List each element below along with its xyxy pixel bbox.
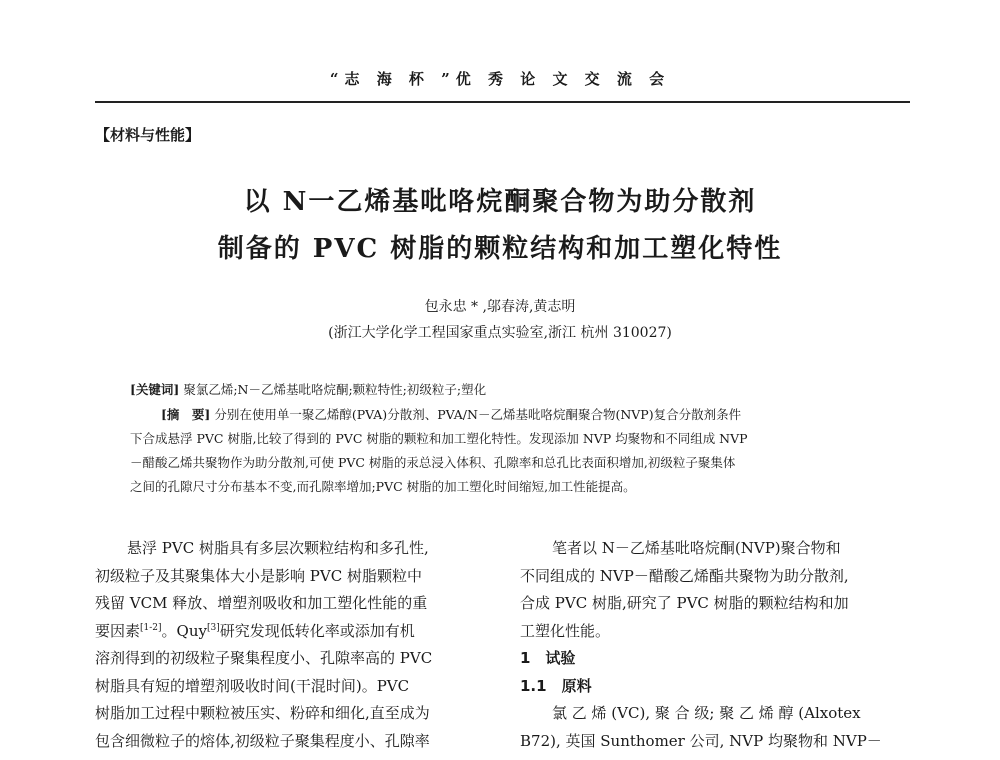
body-line: 笔者以 N－乙烯基吡咯烷酮(NVP)聚合物和 xyxy=(552,539,841,557)
body-line: 树脂具有短的增塑剂吸收时间(干混时间)。PVC xyxy=(95,676,410,695)
body-line: 初级粒子及其聚集体大小是影响 PVC 树脂颗粒中 xyxy=(95,566,422,585)
body-line: 悬浮 PVC 树脂具有多层次颗粒结构和多孔性, xyxy=(127,539,429,557)
title-line-1: 以 N一乙烯基吡咯烷酮聚合物为助分散剂 xyxy=(243,187,757,217)
body-line: 不同组成的 NVP－醋酸乙烯酯共聚物为助分散剂, xyxy=(520,566,849,585)
body-text: 要因素 xyxy=(95,621,141,640)
authors: 包永忠 * ,邬春涛,黄志明 xyxy=(424,299,576,315)
body-text: 研究发现低转化率或添加有机 xyxy=(219,621,415,640)
header-rule xyxy=(95,101,910,103)
abstract xyxy=(130,403,900,499)
affiliation: (浙江大学化学工程国家重点实验室,浙江 杭州 310027) xyxy=(328,325,672,341)
abstract-line: 下合成悬浮 PVC 树脂,比较了得到的 PVC 树脂的颗粒和加工塑化特性。发现添加 NVP 均聚物和不同组成 NVP xyxy=(130,431,748,446)
section-tag: 【材料与性能】 xyxy=(95,126,201,144)
abstract-label: [摘 要] xyxy=(161,407,211,422)
abstract-line: 之间的孔隙尺寸分布基本不变,而孔隙率增加;PVC 树脂的加工塑化时间缩短,加工性能提高。 xyxy=(130,479,636,494)
body-line: 工塑化性能。 xyxy=(520,621,611,640)
section-heading: 1 试验 xyxy=(520,649,576,667)
body-line: 残留 VCM 释放、增塑剂吸收和加工塑化性能的重 xyxy=(95,594,428,612)
citation-ref: [3] xyxy=(206,622,220,633)
keywords-label: [关键词] xyxy=(130,382,180,397)
body-line: 氯 乙 烯 (VC), 聚 合 级; 聚 乙 烯 醇 (Alxotex xyxy=(552,704,861,722)
body-column-right xyxy=(520,535,920,755)
body-column-left xyxy=(95,535,495,755)
abstract-text: 分别在使用单一聚乙烯醇(PVA)分散剂、PVA/N－乙烯基吡咯烷酮聚合物(NVP)复合分散剂条件 xyxy=(210,407,742,422)
abstract-line xyxy=(130,403,900,427)
subsection-heading: 1.1 原料 xyxy=(520,676,592,695)
body-line: 树脂加工过程中颗粒被压实、粉碎和细化,直至成为 xyxy=(95,704,430,722)
body-line: B72), 英国 Sunthomer 公司, NVP 均聚物和 NVP－ xyxy=(520,731,882,750)
keywords-text: 聚氯乙烯;N－乙烯基吡咯烷酮;颗粒特性;初级粒子;塑化 xyxy=(179,382,487,397)
body-line: 合成 PVC 树脂,研究了 PVC 树脂的颗粒结构和加 xyxy=(520,594,849,612)
title-line-2: 制备的 PVC 树脂的颗粒结构和加工塑化特性 xyxy=(217,234,783,264)
citation-ref: [1-2] xyxy=(140,622,162,633)
body-line: 包含细微粒子的熔体,初级粒子聚集程度小、孔隙率 xyxy=(95,731,430,750)
abstract-line: －醋酸乙烯共聚物作为助分散剂,可使 PVC 树脂的汞总浸入体积、孔隙率和总孔比表面积增加,初级粒子聚集体 xyxy=(130,455,736,470)
keywords xyxy=(130,380,900,398)
body-line xyxy=(95,618,495,646)
body-text: 。Quy xyxy=(161,621,207,640)
running-head: “志 海 杯 ”优 秀 论 文 交 流 会 xyxy=(329,70,671,88)
body-line: 溶剂得到的初级粒子聚集程度小、孔隙率高的 PVC xyxy=(95,649,433,667)
